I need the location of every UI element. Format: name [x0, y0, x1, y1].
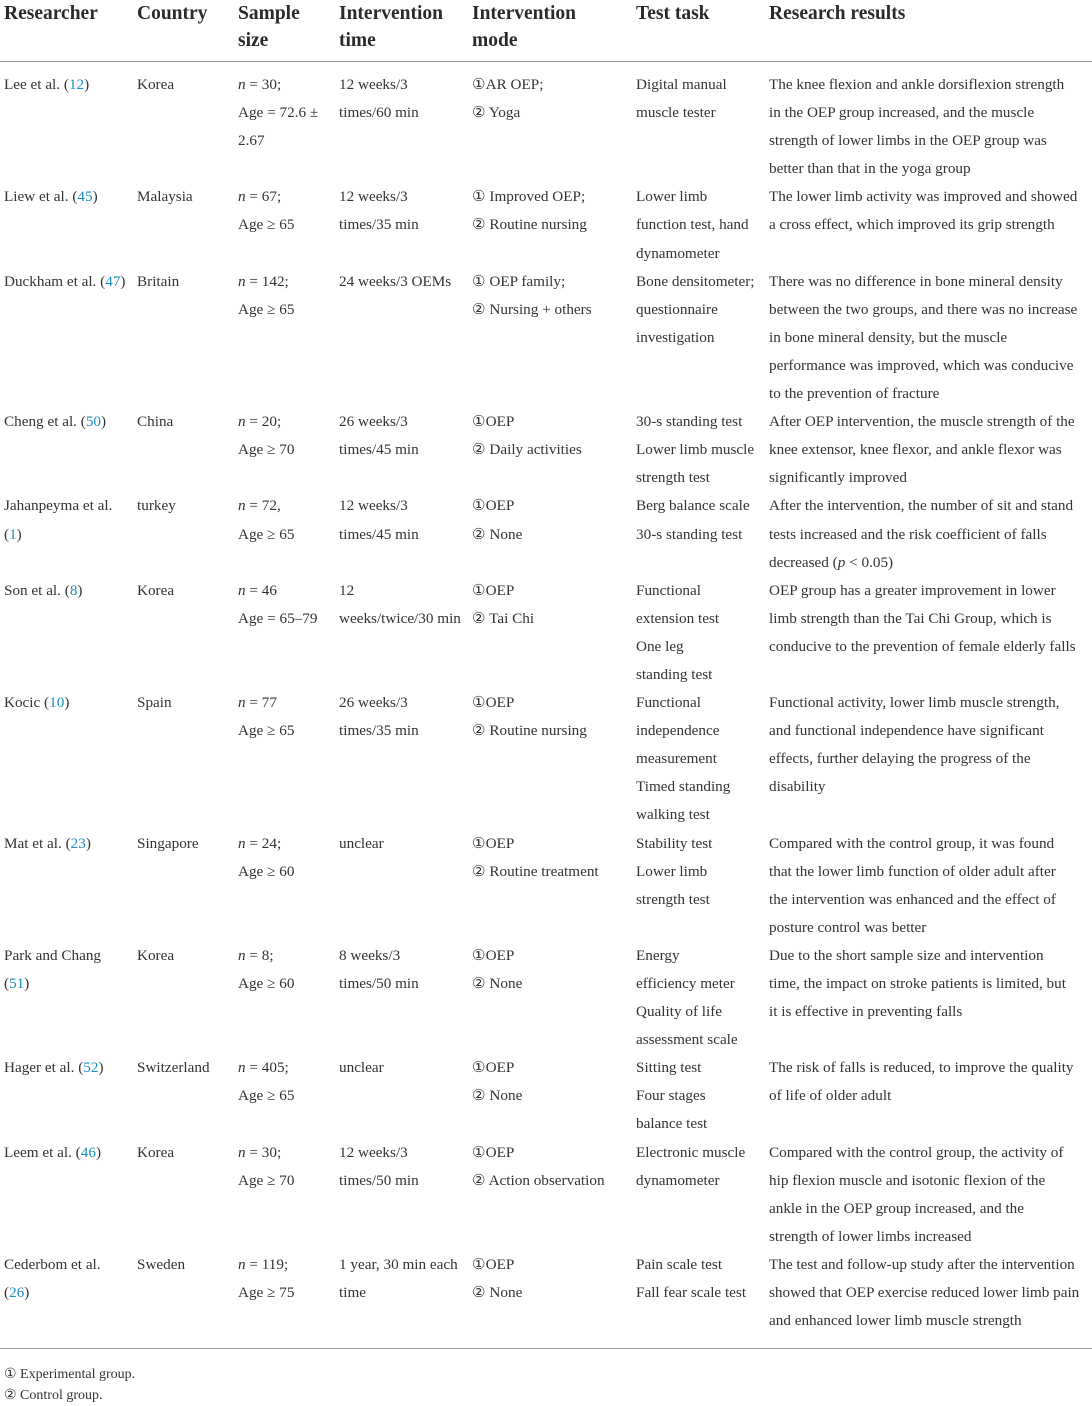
test-task-cell: Stability test Lower limb strength test: [636, 834, 713, 908]
n-symbol: n: [238, 413, 246, 431]
table-row: [0, 689, 1092, 829]
age-operator: =: [267, 104, 276, 122]
sample-size-cell: n = 30; Age ≥ 70: [238, 1143, 295, 1189]
researcher-close-paren: ): [84, 76, 90, 93]
country-cell: Sweden: [137, 1255, 186, 1273]
researcher-name: Liew et al. (: [4, 188, 78, 206]
researcher-name: Duckham et al. (: [4, 272, 106, 290]
sample-size-cell: n = 405; Age ≥ 65: [238, 1059, 295, 1105]
age-operator: ≥: [267, 862, 276, 880]
intervention-mode-cell: ①OEP ② Routine nursing: [472, 694, 587, 740]
researcher-name: Kocic (: [4, 694, 50, 712]
researcher-close-paren: ): [98, 1059, 104, 1077]
researcher-cell: [0, 830, 133, 942]
intervention-mode-cell: ①OEP ② Routine treatment: [472, 834, 599, 880]
table-row: [0, 577, 1092, 689]
sample-size-cell: n = 46 Age = 65–79: [238, 581, 318, 627]
research-results-cell: After the intervention, the number of sit and stand tests increased and the risk coefficient of falls decreased (p < 0.05): [769, 497, 1074, 571]
intervention-mode-cell: ①OEP ② Action observation: [472, 1143, 605, 1189]
sample-size-cell: n = 142; Age ≥ 65: [238, 272, 295, 318]
country-cell: Singapore: [137, 834, 199, 852]
table-row: [0, 942, 1092, 1054]
country-cell: Korea: [137, 946, 175, 964]
researcher-close-paren: ): [101, 413, 107, 431]
researcher-close-paren: ): [85, 834, 91, 852]
n-symbol: n: [238, 1143, 246, 1161]
sample-size-cell: n = 8; Age ≥ 60: [238, 946, 295, 992]
researcher-close-paren: ): [120, 272, 126, 290]
sample-size-cell: n = 20; Age ≥ 70: [238, 413, 295, 459]
sample-size-cell: n = 67; Age ≥ 65: [238, 188, 295, 234]
researcher-close-paren: ): [24, 1284, 30, 1302]
citation-link[interactable]: 52: [83, 1059, 99, 1077]
header-country: Country: [137, 3, 208, 24]
sample-size-cell: n = 24; Age ≥ 60: [238, 834, 295, 880]
table-row: [0, 1139, 1092, 1251]
table-row: [0, 408, 1092, 492]
intervention-time-cell: 12 weeks/3 times/60 min: [339, 76, 419, 122]
table-row: [0, 1054, 1092, 1138]
sample-n-value: 77: [261, 694, 277, 712]
researcher-name: Leem et al. (: [4, 1143, 81, 1161]
researcher-close-paren: ): [92, 188, 98, 206]
intervention-time-cell: 24 weeks/3 OEMs: [339, 272, 452, 290]
footnote-control: ② Control group.: [4, 1388, 103, 1403]
test-task-cell: 30-s standing test Lower limb muscle strength test: [636, 413, 755, 487]
intervention-time-cell: 12 weeks/twice/30 min: [339, 581, 461, 627]
intervention-time-cell: 1 year, 30 min each time: [339, 1255, 458, 1302]
researcher-close-paren: ): [24, 975, 30, 992]
researcher-close-paren: ): [64, 694, 70, 712]
citation-link[interactable]: 8: [69, 581, 78, 599]
intervention-time-cell: unclear: [339, 834, 384, 852]
age-value: 70: [279, 441, 295, 459]
test-task-cell: Bone densitometer; questionnaire investigation: [636, 272, 755, 346]
country-cell: Malaysia: [137, 188, 193, 206]
researcher-name: Mat et al. (: [4, 834, 71, 852]
age-operator: ≥: [267, 1284, 276, 1302]
sample-n-value: 67;: [261, 188, 282, 206]
researcher-cell: [0, 689, 133, 829]
citation-link[interactable]: 10: [49, 694, 65, 712]
citation-link[interactable]: 50: [85, 413, 102, 431]
researcher-cell: [0, 1251, 133, 1349]
researcher-close-paren: ): [77, 581, 83, 599]
test-task-cell: Energy efficiency meter Quality of life assessment scale: [636, 946, 738, 1049]
intervention-mode-cell: ①OEP ② None: [472, 1059, 523, 1105]
research-results-cell: The risk of falls is reduced, to improve the quality of life of older adult: [769, 1059, 1074, 1105]
sample-n-value: 30;: [261, 76, 282, 93]
citation-link[interactable]: 26: [9, 1284, 25, 1302]
researcher-cell: [0, 577, 133, 689]
intervention-mode-cell: ① Improved OEP; ② Routine nursing: [472, 188, 587, 234]
n-symbol: n: [238, 76, 246, 93]
test-task-cell: Berg balance scale 30-s standing test: [636, 497, 750, 543]
sample-size-cell: n = 119; Age ≥ 75: [238, 1255, 295, 1302]
research-results-cell: Compared with the control group, the activity of hip flexion muscle and isotonic flexion of the ankle in the OEP group increased, and the strength of lower limbs increased: [769, 1143, 1064, 1245]
citation-link[interactable]: 46: [80, 1143, 96, 1161]
n-symbol: n: [238, 1059, 246, 1077]
citation-link[interactable]: 1: [9, 525, 17, 543]
country-cell: Korea: [137, 1143, 175, 1161]
sample-n-value: 46: [261, 581, 277, 599]
age-operator: ≥: [267, 441, 276, 459]
citation-link[interactable]: 45: [77, 188, 93, 206]
intervention-time-cell: 12 weeks/3 times/35 min: [339, 188, 419, 234]
researcher-close-paren: ): [16, 525, 22, 543]
research-results-cell: There was no difference in bone mineral density between the two groups, and there was no increase in bone mineral density, but the muscle performance was improved, which was conducive to the prevention of fracture: [769, 272, 1078, 403]
sample-n-value: 24;: [261, 834, 282, 852]
researcher-name: Cederbom et al. (: [4, 1255, 101, 1302]
researcher-cell: [0, 268, 133, 408]
intervention-mode-cell: ①AR OEP; ② Yoga: [472, 76, 544, 122]
header-test-task: Test task: [636, 3, 710, 24]
age-value: 70: [279, 1171, 295, 1189]
age-operator: =: [267, 609, 276, 627]
n-symbol: n: [238, 581, 246, 599]
table-footnotes: [4, 1364, 135, 1406]
table-row: [0, 268, 1092, 408]
intervention-mode-cell: ①OEP ② None: [472, 497, 523, 543]
intervention-time-cell: 12 weeks/3 times/45 min: [339, 497, 419, 543]
test-task-cell: Sitting test Four stages balance test: [636, 1059, 708, 1133]
intervention-time-cell: 8 weeks/3 times/50 min: [339, 946, 419, 992]
age-value: 60: [279, 862, 295, 880]
age-operator: ≥: [267, 525, 276, 543]
n-symbol: n: [238, 188, 246, 206]
table-row: [0, 62, 1092, 184]
researcher-cell: [0, 62, 133, 184]
research-results-cell: Functional activity, lower limb muscle strength, and functional independence have significant effects, further delaying the progress of the disability: [769, 694, 1060, 796]
sample-size-cell: n = 72, Age ≥ 65: [238, 497, 295, 543]
age-value: 60: [279, 975, 295, 992]
country-cell: Britain: [137, 272, 180, 290]
sample-size-cell: n = 30; Age = 72.6 ± 2.67: [238, 76, 319, 150]
intervention-time-cell: 26 weeks/3 times/45 min: [339, 413, 419, 459]
sample-n-value: 8;: [261, 946, 274, 964]
research-results-cell: After OEP intervention, the muscle strength of the knee extensor, knee flexor, and ankle flexor was significantly improved: [769, 413, 1075, 487]
researcher-name: Hager et al. (: [4, 1059, 84, 1077]
country-cell: Korea: [137, 581, 175, 599]
research-results-cell: The lower limb activity was improved and showed a cross effect, which improved its grip strength: [769, 188, 1078, 234]
footnote-experimental: ① Experimental group.: [4, 1367, 136, 1382]
table-header-row: [0, 0, 1092, 62]
researcher-name: Son et al. (: [4, 581, 70, 599]
sample-size-cell: n = 77 Age ≥ 65: [238, 694, 295, 740]
n-symbol: n: [238, 497, 246, 515]
researcher-close-paren: ): [95, 1143, 101, 1161]
sample-n-value: 20;: [261, 413, 282, 431]
table-row: [0, 830, 1092, 942]
country-cell: China: [137, 413, 174, 431]
sample-n-value: 142;: [261, 272, 289, 290]
researcher-name: Jahanpeyma et al. (: [4, 497, 113, 543]
table-row: [0, 183, 1092, 267]
country-cell: Spain: [137, 694, 172, 712]
intervention-time-cell: 12 weeks/3 times/50 min: [339, 1143, 419, 1189]
researcher-cell: [0, 183, 133, 267]
intervention-time-cell: unclear: [339, 1059, 384, 1077]
header-research-results: Research results: [769, 3, 906, 24]
age-operator: ≥: [267, 1087, 276, 1105]
header-intervention-time: Intervention time: [339, 3, 443, 51]
age-value: 65: [279, 300, 295, 318]
research-results-cell: Due to the short sample size and intervention time, the impact on stroke patients is limited, but it is effective in preventing falls: [769, 946, 1066, 1021]
intervention-mode-cell: ①OEP ② Daily activities: [472, 413, 582, 459]
citation-link[interactable]: 23: [70, 834, 86, 852]
researcher-cell: [0, 1139, 133, 1251]
test-task-cell: Electronic muscle dynamometer: [636, 1143, 746, 1189]
test-task-cell: Functional extension test One leg standing test: [636, 581, 720, 683]
age-operator: ≥: [267, 300, 276, 318]
age-operator: ≥: [267, 216, 276, 234]
age-value: 65: [279, 722, 295, 740]
researcher-cell: [0, 492, 133, 576]
p-symbol: p: [837, 553, 846, 571]
country-cell: Switzerland: [137, 1059, 210, 1077]
research-results-cell: Compared with the control group, it was found that the lower limb function of older adult after the intervention was enhanced and the effect of posture control was better: [769, 834, 1056, 936]
citation-link[interactable]: 47: [105, 272, 121, 290]
age-value: 65: [279, 525, 295, 543]
n-symbol: n: [238, 946, 246, 964]
research-results-cell: OEP group has a greater improvement in lower limb strength than the Tai Chi Group, which is conducive to the prevention of female elderly falls: [769, 581, 1076, 655]
age-value: 75: [279, 1284, 295, 1302]
intervention-mode-cell: ① OEP family; ② Nursing + others: [472, 272, 592, 318]
sample-n-value: 30;: [261, 1143, 282, 1161]
age-value: 72.6 ± 2.67: [238, 104, 319, 150]
table-row: [0, 1251, 1092, 1349]
intervention-time-cell: 26 weeks/3 times/35 min: [339, 694, 419, 740]
researcher-cell: [0, 1054, 133, 1138]
age-value: 65–79: [279, 609, 318, 627]
sample-n-value: 405;: [261, 1059, 289, 1077]
intervention-mode-cell: ①OEP ② None: [472, 946, 523, 992]
age-operator: ≥: [267, 722, 276, 740]
test-task-cell: Digital manual muscle tester: [636, 76, 727, 122]
n-symbol: n: [238, 272, 246, 290]
research-results-cell: The test and follow-up study after the intervention showed that OEP exercise reduced lower limb pain and enhanced lower limb muscle strength: [769, 1255, 1080, 1330]
test-task-cell: Functional independence measurement Timed standing walking test: [636, 694, 731, 824]
header-sample-size: Sample size: [238, 3, 300, 51]
test-task-cell: Pain scale test Fall fear scale test: [636, 1255, 747, 1302]
age-operator: ≥: [267, 975, 276, 992]
table-body: [0, 62, 1092, 1349]
researcher-cell: [0, 408, 133, 492]
researcher-cell: [0, 942, 133, 1054]
sample-n-value: 72,: [261, 497, 281, 515]
country-cell: turkey: [137, 497, 176, 515]
intervention-mode-cell: ①OEP ② Tai Chi: [472, 581, 535, 627]
sample-n-value: 119;: [261, 1255, 289, 1273]
n-symbol: n: [238, 694, 246, 712]
age-operator: ≥: [267, 1171, 276, 1189]
test-task-cell: Lower limb function test, hand dynamometer: [636, 188, 749, 262]
age-value: 65: [279, 216, 295, 234]
intervention-mode-cell: ①OEP ② None: [472, 1255, 523, 1302]
header-researcher: Researcher: [4, 3, 98, 24]
researcher-name: Park and Chang (: [4, 946, 102, 992]
citation-link[interactable]: 12: [68, 76, 85, 93]
n-symbol: n: [238, 834, 246, 852]
researcher-name: Lee et al. (: [4, 76, 69, 93]
header-intervention-mode: Intervention mode: [472, 3, 576, 51]
research-results-cell: The knee flexion and ankle dorsiflexion strength in the OEP group increased, and the muscle strength of lower limbs in the OEP group was better than that in the yoga group: [769, 76, 1065, 178]
age-value: 65: [279, 1087, 295, 1105]
researcher-name: Cheng et al. (: [4, 413, 86, 431]
n-symbol: n: [238, 1255, 246, 1273]
table-row: [0, 492, 1092, 576]
citation-link[interactable]: 51: [9, 975, 25, 992]
country-cell: Korea: [137, 76, 175, 93]
